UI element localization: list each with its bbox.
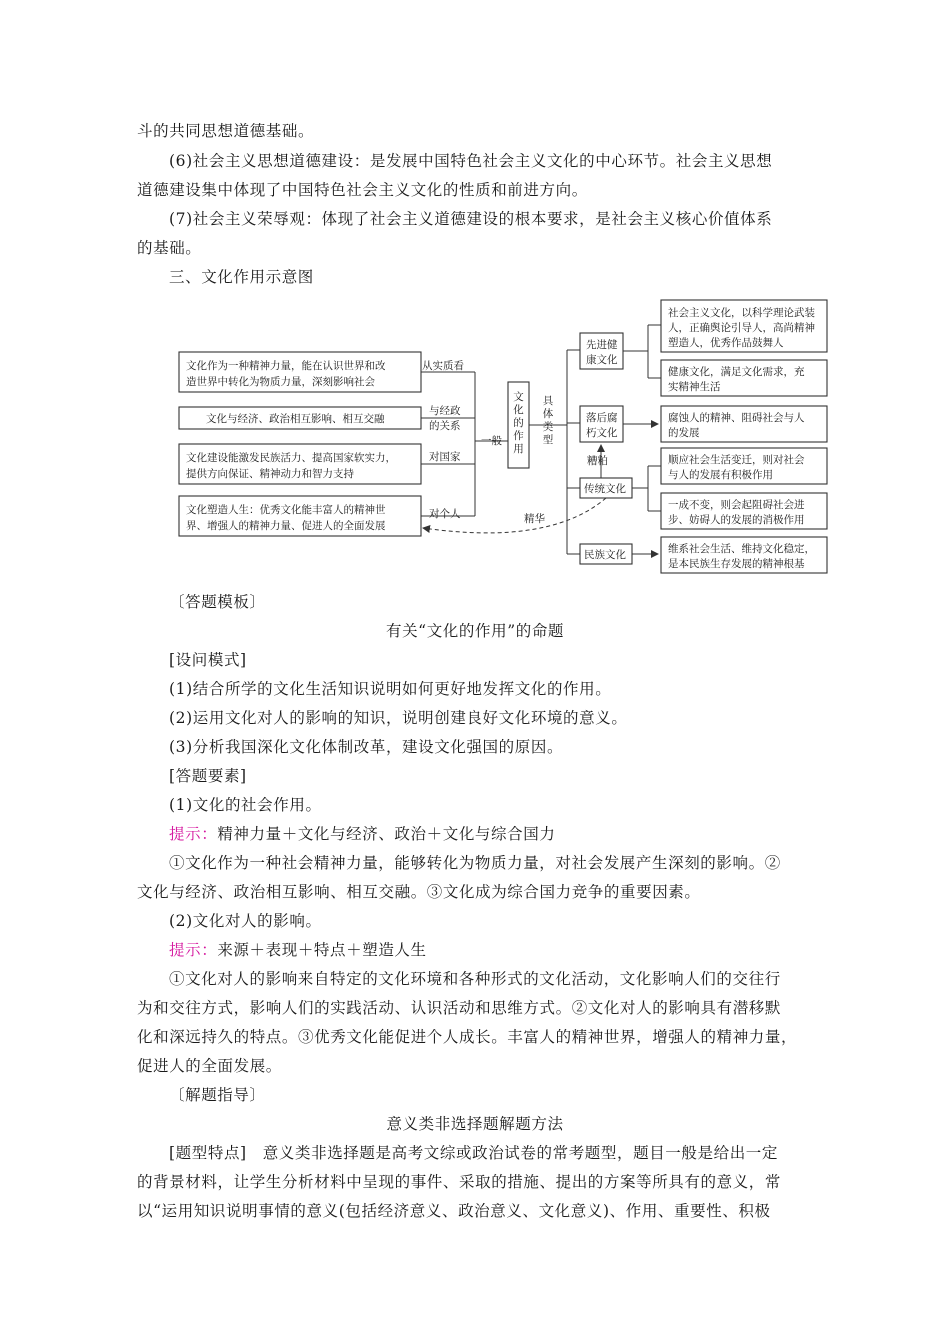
link-label: 从实质看: [422, 360, 464, 372]
type-box-advanced: [580, 333, 623, 369]
hint-line: [169, 824, 555, 844]
hint-label: 提示：: [169, 941, 218, 959]
left-box-line: 文化与经济、政治相互影响、相互交融: [206, 413, 385, 425]
text-line: [题型特点] 意义类非选择题是高考文综或政治试卷的常考题型，题目一般是给出一定: [169, 1144, 778, 1162]
right-box: [661, 448, 827, 484]
link-label: 与经政: [429, 405, 461, 417]
guide-title: 意义类非选择题解题方法: [386, 1115, 564, 1133]
section-heading: 三、文化作用示意图: [169, 268, 314, 286]
svg-text:维系社会生活、维持文化稳定，: 维系社会生活、维持文化稳定，: [668, 543, 815, 555]
center-box: [508, 382, 529, 468]
svg-text:人，正确舆论引导人，高尚精神: 人，正确舆论引导人，高尚精神: [668, 322, 815, 334]
left-box: [179, 407, 421, 429]
type-box-backward: [580, 406, 623, 442]
hint-text: 精神力量＋文化与经济、政治＋文化与综合国力: [217, 825, 556, 843]
text-line: 的背景材料，让学生分析材料中呈现的事件、采取的措施、提出的方案等所具有的意义，常: [137, 1173, 782, 1191]
type-box-national: [580, 544, 632, 564]
element-item: (1)文化的社会作用。: [169, 796, 322, 814]
left-box-line: 文化塑造人生：优秀文化能丰富人的精神世: [186, 504, 386, 516]
template-tag: 〔答题模板〕: [169, 593, 266, 611]
question-item: (3)分析我国深化文化体制改革，建设文化强国的原因。: [169, 738, 564, 756]
svg-text:健康文化，满足文化需求，充: 健康文化，满足文化需求，充: [668, 366, 805, 378]
type-box-traditional: [580, 478, 632, 498]
right-box: [661, 300, 827, 352]
left-box: [179, 496, 421, 536]
link-label: 对个人: [429, 508, 461, 520]
left-box: [179, 444, 421, 484]
hint-label: 提示：: [169, 825, 218, 843]
text-line: 文化与经济、政治相互影响、相互交融。③文化成为综合国力竞争的重要因素。: [137, 883, 701, 901]
svg-text:朽文化: 朽文化: [586, 427, 618, 439]
text-line: 道德建设集中体现了中国特色社会主义文化的性质和前进方向。: [137, 181, 588, 199]
text-line: ①文化作为一种社会精神力量，能够转化为物质力量，对社会发展产生深刻的影响。②: [169, 854, 781, 872]
elements-heading: [答题要素]: [169, 767, 247, 785]
right-box: [661, 406, 827, 442]
link-label: 对国家: [429, 451, 461, 463]
element-item: (2)文化对人的影响。: [169, 912, 322, 930]
right-box: [661, 493, 827, 529]
svg-text:康文化: 康文化: [586, 354, 618, 366]
svg-text:的发展: 的发展: [668, 427, 700, 439]
left-box-line: 提供方向保证、精神动力和智力支持: [186, 468, 354, 480]
left-box: [179, 352, 421, 392]
left-box-line: 造世界中转化为物质力量，深刻影响社会: [186, 376, 375, 388]
svg-text:是本民族生存发展的精神根基: 是本民族生存发展的精神根基: [668, 558, 805, 570]
text-line: 以“运用知识说明事情的意义(包括经济意义、政治意义、文化意义)、作用、重要性、积极: [137, 1202, 771, 1220]
svg-text:一成不变，则会起阻碍社会进: 一成不变，则会起阻碍社会进: [668, 499, 805, 511]
template-title: 有关“文化的作用”的命题: [385, 622, 565, 640]
text-line: 的基础。: [137, 239, 202, 257]
hint-text: 来源＋表现＋特点＋塑造人生: [217, 941, 427, 959]
svg-text:顺应社会生活变迁，则对社会: 顺应社会生活变迁，则对社会: [668, 454, 805, 466]
text-line: 化和深远持久的特点。③优秀文化能促进个人成长。丰富人的精神世界，增强人的精神力量，: [137, 1028, 798, 1046]
svg-text:与人的发展有积极作用: 与人的发展有积极作用: [668, 469, 773, 481]
svg-text:传统文化: 传统文化: [584, 483, 626, 495]
text-line: 促进人的全面发展。: [137, 1057, 282, 1075]
question-mode-heading: [设问模式]: [169, 651, 247, 669]
left-box-line: 界、增强人的精神力量、促进人的全面发展: [186, 520, 386, 532]
svg-text:塑造人，优秀作品鼓舞人: 塑造人，优秀作品鼓舞人: [668, 337, 784, 349]
text-line: (7)社会主义荣辱观：体现了社会主义道德建设的根本要求，是社会主义核心价值体系: [169, 210, 773, 228]
svg-text:社会主义文化，以科学理论武装: 社会主义文化，以科学理论武装: [668, 307, 815, 319]
question-item: (1)结合所学的文化生活知识说明如何更好地发挥文化的作用。: [169, 680, 612, 698]
text-line: 斗的共同思想道德基础。: [137, 122, 315, 140]
svg-text:落后腐: 落后腐: [586, 412, 618, 424]
text-line: 为和交往方式，影响人们的实践活动、认识活动和思维方式。②文化对人的影响具有潜移默: [137, 999, 782, 1017]
essence-label: 精华: [524, 513, 545, 525]
culture-function-diagram: [170, 296, 840, 580]
left-box-line: 文化建设能激发民族活力、提高国家软实力，: [186, 452, 396, 464]
svg-text:民族文化: 民族文化: [584, 549, 626, 561]
text-line: ①文化对人的影响来自特定的文化环境和各种形式的文化活动，文化影响人们的交往行: [169, 970, 781, 988]
svg-text:步、妨碍人的发展的消极作用: 步、妨碍人的发展的消极作用: [668, 514, 805, 526]
left-box-line: 文化作为一种精神力量，能在认识世界和改: [186, 360, 386, 372]
specific-types-label: 具体类型: [542, 395, 554, 446]
svg-text:先进健: 先进健: [586, 339, 618, 351]
general-label: 一般: [481, 435, 502, 447]
dross-label: 糟粕: [587, 455, 608, 467]
text-line: (6)社会主义思想道德建设：是发展中国特色社会主义文化的中心环节。社会主义思想: [169, 152, 773, 170]
svg-text:腐蚀人的精神、阻碍社会与人: 腐蚀人的精神、阻碍社会与人: [668, 412, 805, 424]
link-label: 的关系: [429, 420, 461, 432]
right-box: [661, 537, 827, 573]
hint-line: [169, 940, 427, 960]
svg-text:实精神生活: 实精神生活: [668, 381, 721, 393]
question-item: (2)运用文化对人的影响的知识，说明创建良好文化环境的意义。: [169, 709, 628, 727]
center-box-label: 文化的作用: [513, 391, 524, 455]
right-box: [661, 360, 827, 396]
guide-tag: 〔解题指导〕: [169, 1086, 266, 1104]
